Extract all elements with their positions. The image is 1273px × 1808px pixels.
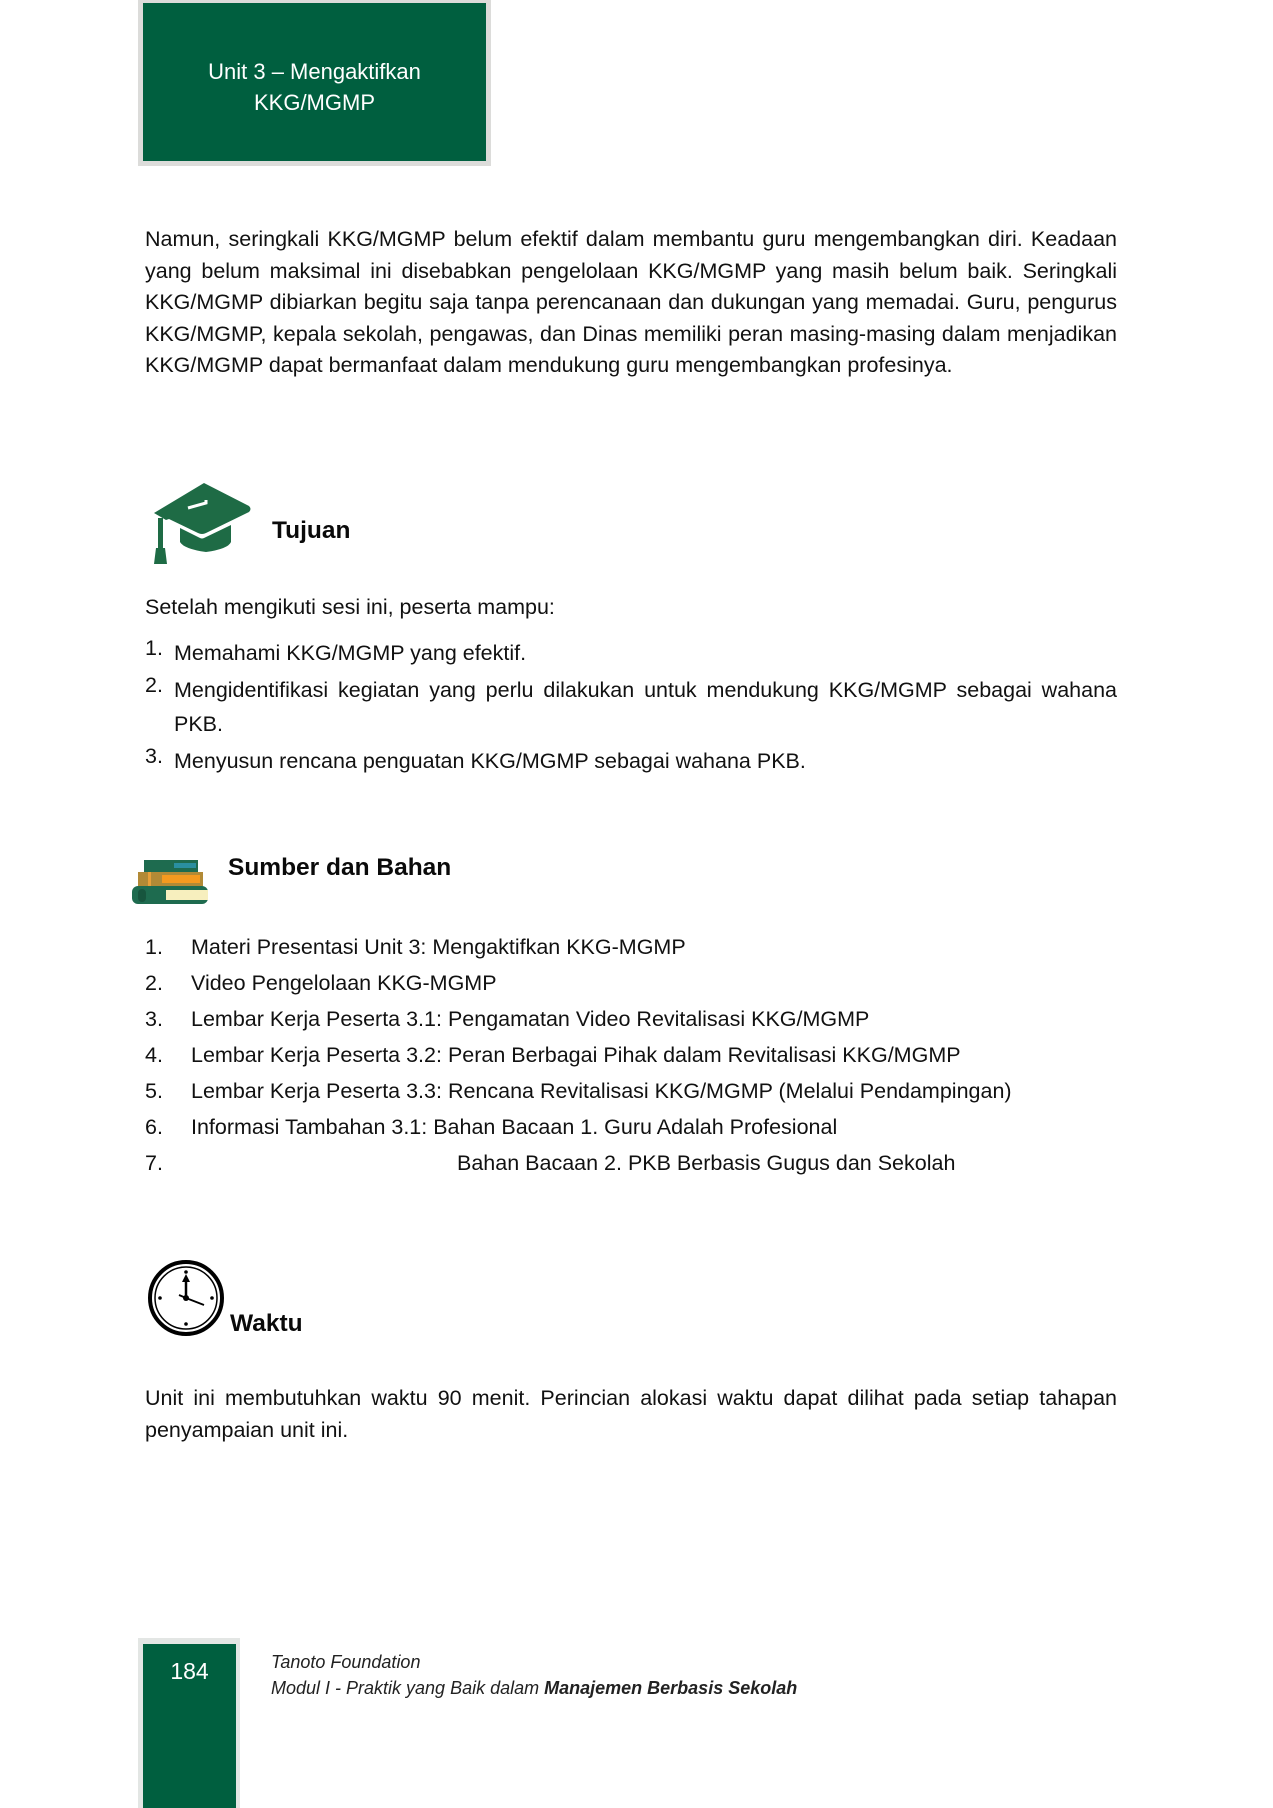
list-item: 3. Menyusun rencana penguatan KKG/MGMP sebagai wahana PKB. (145, 744, 806, 773)
graduation-cap-icon (150, 480, 252, 570)
sumber-heading: Sumber dan Bahan (228, 854, 452, 881)
footer-module: Modul I - Praktik yang Baik dalam Manajemen Berbasis Sekolah (271, 1678, 798, 1698)
list-item: 6. Informasi Tambahan 3.1: Bahan Bacaan 1. Guru Adalah Profesional (145, 1115, 838, 1139)
list-item: 1. Memahami KKG/MGMP yang efektif. (145, 636, 527, 665)
list-item: 5. Lembar Kerja Peserta 3.3: Rencana Revitalisasi KKG/MGMP (Melalui Pendampingan) (145, 1079, 1012, 1103)
tujuan-heading: Tujuan (272, 517, 351, 544)
page-number-box (138, 1638, 240, 1808)
list-item: 4. Lembar Kerja Peserta 3.2: Peran Berbagai Pihak dalam Revitalisasi KKG/MGMP (145, 1043, 961, 1067)
list-item: 1. Materi Presentasi Unit 3: Mengaktifkan KKG-MGMP (145, 935, 686, 959)
list-item: 3. Lembar Kerja Peserta 3.1: Pengamatan Video Revitalisasi KKG/MGMP (145, 1007, 870, 1031)
waktu-paragraph: Unit ini membutuhkan waktu 90 menit. Perincian alokasi waktu dapat dilihat pada setiap tahapan penyampaian unit ini. (145, 1386, 1117, 1442)
unit-title-line1: Unit 3 – Mengaktifkan (208, 59, 421, 84)
footer-credits (271, 1649, 797, 1701)
unit-title-line2: KKG/MGMP (253, 90, 375, 115)
page-number: 184 (143, 1644, 236, 1808)
tujuan-lead: Setelah mengikuti sesi ini, peserta mampu: (145, 595, 555, 619)
books-icon (132, 858, 210, 908)
unit-header-box (138, 0, 491, 166)
list-item: 7. Bahan Bacaan 2. PKB Berbasis Gugus dan Sekolah (145, 1151, 956, 1175)
tujuan-list (145, 636, 1117, 778)
list-item: 2. Mengidentifikasi kegiatan yang perlu dilakukan untuk mendukung KKG/MGMP sebagai wahana PKB. (145, 673, 1117, 736)
list-item: 2. Video Pengelolaan KKG-MGMP (145, 971, 497, 995)
unit-header-title (143, 3, 486, 161)
waktu-heading: Waktu (230, 1310, 303, 1337)
clock-icon (146, 1258, 226, 1338)
intro-paragraph: Namun, seringkali KKG/MGMP belum efektif dalam membantu guru mengembangkan diri. Keadaan yang belum maksimal ini disebabkan pengelolaan KKG/MGMP yang masih belum baik. Seringkali KKG/MGMP dibiarkan begitu saja tanpa perencanaan dan dukungan yang memadai. Guru, pengurus KKG/MGMP, kepala sekolah, pengawas, dan Dinas memiliki peran masing-masing dalam menjadikan KKG/MGMP dapat bermanfaat dalam mendukung guru mengembangkan profesinya. (145, 227, 1117, 377)
sumber-list (145, 929, 1145, 1181)
footer-org: Tanoto Foundation (271, 1652, 421, 1672)
